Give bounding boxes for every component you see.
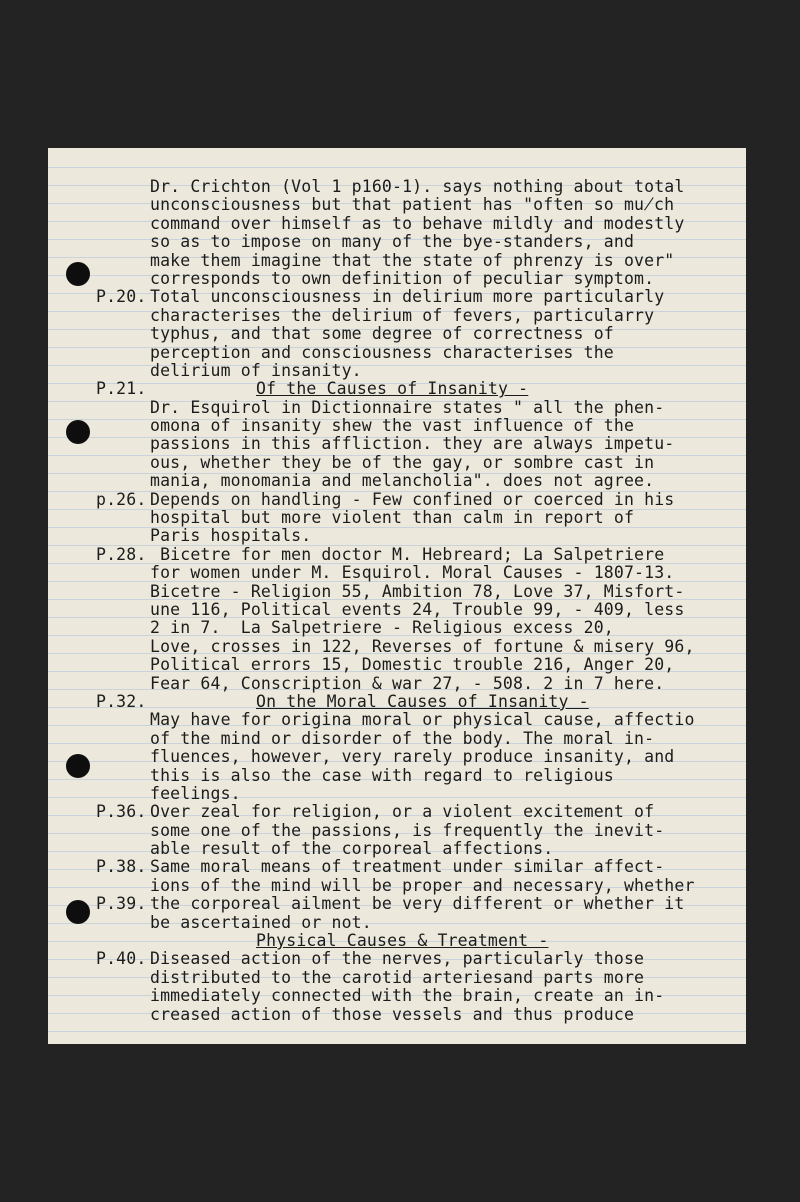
- page-reference-label: [48, 417, 150, 435]
- line-text: Over zeal for religion, or a violent excitement of: [150, 802, 655, 822]
- page-reference-label: P.36.: [96, 802, 147, 822]
- text-line: [48, 546, 746, 564]
- text-line: [48, 307, 746, 325]
- text-line: [48, 472, 746, 490]
- page-reference-label: P.21.: [96, 379, 147, 399]
- typed-text-body: [48, 178, 746, 1024]
- page-reference-label: [48, 932, 150, 950]
- line-text: Dr. Crichton (Vol 1 p160-1). says nothing about total: [150, 177, 685, 196]
- line-text: Political errors 15, Domestic trouble 216, Anger 20,: [150, 655, 675, 675]
- line-text: immediately connected with the brain, create an in-: [150, 986, 665, 1006]
- text-line: [48, 564, 746, 582]
- text-line: [48, 675, 746, 693]
- page-reference-label: P.32.: [96, 691, 147, 711]
- text-line: [48, 399, 746, 417]
- page-reference-label: [48, 822, 150, 840]
- line-text: able result of the corporeal affections.: [150, 839, 554, 859]
- page-reference-label: [48, 601, 150, 619]
- text-line: [48, 619, 746, 637]
- line-text: May have for origina moral or physical cause, affectio: [150, 710, 695, 730]
- text-line: [48, 840, 746, 858]
- page-reference-label: [48, 472, 150, 490]
- page-reference-label: [48, 509, 150, 527]
- line-text: creased action of those vessels and thus produce: [150, 1004, 635, 1024]
- text-line: [48, 822, 746, 840]
- text-line: [48, 583, 746, 601]
- page-reference-label: [48, 215, 150, 233]
- line-text: typhus, and that some degree of correctness of: [150, 324, 614, 344]
- page-reference-label: [48, 877, 150, 895]
- text-line: [48, 362, 746, 380]
- text-line: [48, 950, 746, 968]
- text-line: [48, 233, 746, 251]
- line-text: 2 in 7. La Salpetriere - Religious excess 20,: [150, 618, 614, 638]
- page-reference-label: [48, 711, 150, 729]
- page-reference-label: [48, 767, 150, 785]
- line-text: make them imagine that the state of phrenzy is over": [150, 250, 675, 270]
- section-heading-line: [48, 693, 746, 711]
- line-text: mania, monomania and melancholia". does not agree.: [150, 471, 655, 491]
- page-reference-label: [48, 435, 150, 453]
- page-reference-label: [48, 178, 150, 196]
- page-reference-label: P.20.: [96, 287, 147, 307]
- line-text: Diseased action of the nerves, particularly those: [150, 949, 645, 969]
- text-line: [48, 1006, 746, 1024]
- page-reference-label: [48, 969, 150, 987]
- page-reference-label: [48, 748, 150, 766]
- text-line: [48, 178, 746, 196]
- text-line: [48, 252, 746, 270]
- text-line: [48, 895, 746, 913]
- text-line: [48, 509, 746, 527]
- line-text: unconsciousness but that patient has "often so mu̸ch: [150, 195, 675, 215]
- text-line: [48, 417, 746, 435]
- text-line: [48, 730, 746, 748]
- page-reference-label: P.39.: [96, 894, 147, 914]
- page-reference-label: P.28.: [96, 544, 147, 564]
- line-text: this is also the case with regard to religious: [150, 765, 614, 785]
- page-reference-label: [48, 399, 150, 417]
- text-line: [48, 987, 746, 1005]
- text-line: [48, 288, 746, 306]
- text-line: [48, 969, 746, 987]
- text-line: [48, 914, 746, 932]
- page-reference-label: [48, 730, 150, 748]
- section-heading: Of the Causes of Insanity -: [256, 379, 529, 399]
- page-reference-label: [48, 233, 150, 251]
- page-reference-label: [48, 619, 150, 637]
- text-line: [48, 785, 746, 803]
- page-reference-label: P.38.: [96, 857, 147, 877]
- page-reference-label: [48, 454, 150, 472]
- line-text: corresponds to own definition of peculiar symptom.: [150, 268, 655, 288]
- line-text: characterises the delirium of fevers, particularry: [150, 305, 655, 325]
- page-reference-label: [48, 307, 150, 325]
- page-reference-label: [48, 325, 150, 343]
- text-line: [48, 215, 746, 233]
- line-text: Love, crosses in 122, Reverses of fortune & misery 96,: [150, 636, 695, 656]
- text-line: [48, 454, 746, 472]
- line-text: of the mind or disorder of the body. The moral in-: [150, 728, 655, 748]
- line-text: be ascertained or not.: [150, 912, 372, 932]
- line-text: une 116, Political events 24, Trouble 99, - 409, less: [150, 599, 685, 619]
- page-reference-label: [48, 362, 150, 380]
- line-text: feelings.: [150, 783, 241, 803]
- text-line: [48, 325, 746, 343]
- text-line: [48, 270, 746, 288]
- text-line: [48, 858, 746, 876]
- text-line: [48, 711, 746, 729]
- text-line: [48, 656, 746, 674]
- page-reference-label: [48, 564, 150, 582]
- line-text: passions in this affliction. they are always impetu-: [150, 434, 675, 454]
- line-text: Dr. Esquirol in Dictionnaire states " all the phen-: [150, 397, 665, 417]
- text-line: [48, 491, 746, 509]
- text-line: [48, 344, 746, 362]
- page-reference-label: [48, 344, 150, 362]
- text-line: [48, 435, 746, 453]
- line-text: omona of insanity shew the vast influence of the: [150, 416, 635, 436]
- page-reference-label: [48, 270, 150, 288]
- page-reference-label: [48, 656, 150, 674]
- page-reference-label: [48, 583, 150, 601]
- section-heading-line: [48, 932, 746, 950]
- page-reference-label: [48, 675, 150, 693]
- text-line: [48, 196, 746, 214]
- line-text: Paris hospitals.: [150, 526, 312, 546]
- typed-page: [48, 148, 746, 1044]
- line-text: hospital but more violent than calm in report of: [150, 508, 635, 528]
- section-heading-line: [48, 380, 746, 398]
- page-reference-label: [48, 196, 150, 214]
- line-text: fluences, however, very rarely produce insanity, and: [150, 747, 675, 767]
- line-text: Fear 64, Conscription & war 27, - 508. 2 in 7 here.: [150, 673, 665, 693]
- line-text: so as to impose on many of the bye-standers, and: [150, 232, 635, 252]
- page-reference-label: [48, 1006, 150, 1024]
- text-line: [48, 877, 746, 895]
- section-heading: On the Moral Causes of Insanity -: [256, 691, 589, 711]
- text-line: [48, 803, 746, 821]
- line-text: some one of the passions, is frequently the inevit-: [150, 820, 665, 840]
- line-text: ous, whether they be of the gay, or sombre cast in: [150, 452, 655, 472]
- text-line: [48, 638, 746, 656]
- line-text: Same moral means of treatment under similar affect-: [150, 857, 665, 877]
- line-text: distributed to the carotid arteriesand parts more: [150, 967, 645, 987]
- page-reference-label: [48, 638, 150, 656]
- line-text: Total unconsciousness in delirium more particularly: [150, 287, 665, 307]
- page-reference-label: [48, 785, 150, 803]
- page-reference-label: [48, 527, 150, 545]
- text-line: [48, 767, 746, 785]
- text-line: [48, 748, 746, 766]
- page-reference-label: [48, 914, 150, 932]
- line-text: the corporeal ailment be very different or whether it: [150, 894, 685, 914]
- line-text: Bicetre - Religion 55, Ambition 78, Love 37, Misfort-: [150, 581, 685, 601]
- page-reference-label: [48, 840, 150, 858]
- line-text: command over himself as to behave mildly and modestly: [150, 213, 685, 233]
- line-text: Bicetre for men doctor M. Hebreard; La Salpetriere: [150, 544, 665, 564]
- text-line: [48, 527, 746, 545]
- page-reference-label: [48, 252, 150, 270]
- page-reference-label: p.26.: [96, 489, 147, 509]
- page-reference-label: P.40.: [96, 949, 147, 969]
- line-text: perception and consciousness characterises the: [150, 342, 614, 362]
- page-reference-label: [48, 987, 150, 1005]
- text-line: [48, 601, 746, 619]
- line-text: ions of the mind will be proper and necessary, whether: [150, 875, 695, 895]
- section-heading: Physical Causes & Treatment -: [256, 931, 549, 951]
- line-text: delirium of insanity.: [150, 360, 362, 380]
- line-text: Depends on handling - Few confined or coerced in his: [150, 489, 675, 509]
- line-text: for women under M. Esquirol. Moral Causes - 1807-13.: [150, 563, 675, 583]
